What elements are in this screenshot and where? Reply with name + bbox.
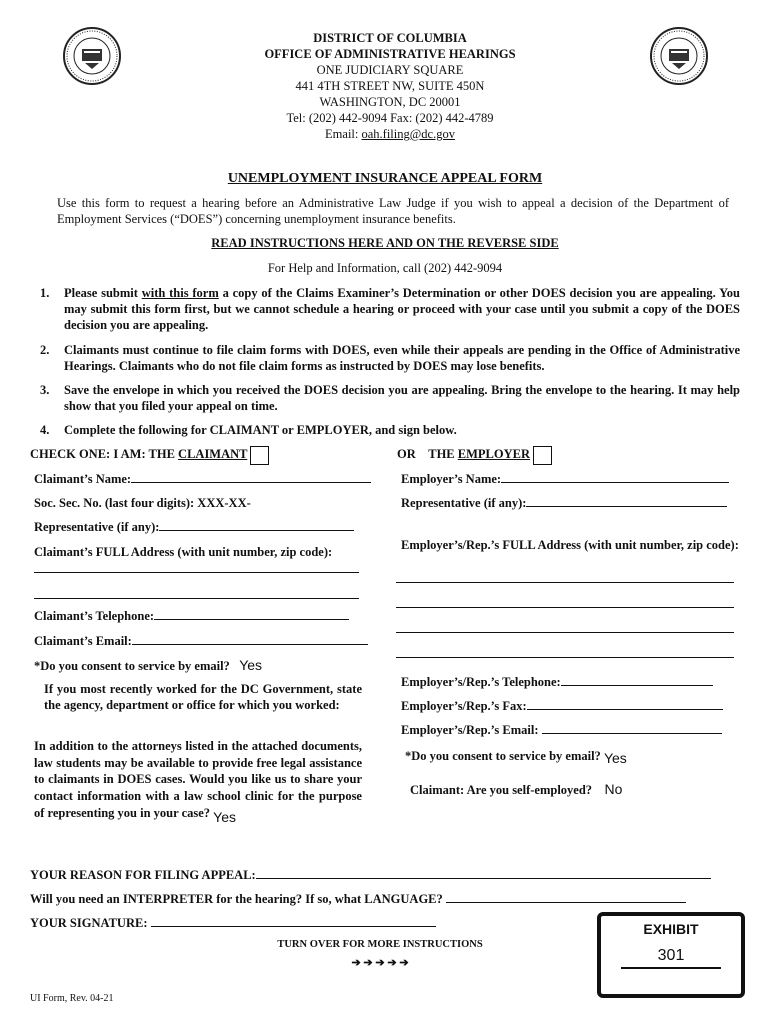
claimant-consent-answer[interactable]: Yes — [239, 657, 263, 673]
read-instructions: READ INSTRUCTIONS HERE AND ON THE REVERSE SIDE — [211, 236, 559, 250]
employer-fax-field[interactable]: Employer’s/Rep.’s Fax: — [401, 699, 723, 714]
dc-government-question: If you most recently worked for the DC Government, state the agency, department or office for which you worked: — [44, 682, 362, 712]
seal-icon — [65, 29, 119, 83]
employer-email-field[interactable]: Employer’s/Rep.’s Email: — [401, 723, 722, 738]
exhibit-number: 301 — [657, 947, 685, 964]
employer-address-line-3[interactable] — [396, 622, 734, 633]
employer-consent-answer[interactable]: Yes — [603, 750, 627, 766]
header-line4: 441 4TH STREET NW, SUITE 450N — [295, 79, 485, 93]
exhibit-stamp — [597, 912, 745, 998]
claimant-address-label: Claimant’s FULL Address (with unit number, zip code): — [34, 545, 333, 559]
employer-checkbox[interactable] — [533, 446, 552, 465]
form-footer: UI Form, Rev. 04-21 — [30, 993, 114, 1004]
header-line3: ONE JUDICIARY SQUARE — [316, 63, 464, 77]
claimant-consent: *Do you consent to service by email? Yes — [34, 657, 263, 673]
header-line1: DISTRICT OF COLUMBIA — [313, 31, 467, 45]
exhibit-label: EXHIBIT — [643, 921, 699, 937]
employer-telephone-field[interactable]: Employer’s/Rep.’s Telephone: — [401, 675, 713, 690]
employer-address-line-2[interactable] — [396, 597, 734, 608]
claimant-address-line-1[interactable] — [34, 562, 359, 573]
check-one-employer: OR THE EMPLOYER — [397, 444, 552, 465]
arrows-icon: ➔ ➔ ➔ ➔ ➔ — [351, 957, 409, 969]
header-email-line — [190, 126, 590, 142]
exhibit-underline — [621, 967, 721, 969]
self-employed-question: Claimant: Are you self-employed? No — [410, 781, 623, 797]
employer-name-field[interactable]: Employer’s Name: — [401, 472, 729, 487]
employer-representative-field[interactable]: Representative (if any): — [401, 496, 727, 511]
header-line6: Tel: (202) 442-9094 Fax: (202) 442-4789 — [286, 111, 494, 125]
dc-seal-left — [63, 27, 121, 85]
claimant-name-field[interactable]: Claimant’s Name: — [34, 472, 371, 487]
email-link[interactable]: oah.filing@dc.gov — [361, 127, 455, 141]
employer-address-line-4[interactable] — [396, 647, 734, 658]
help-line: For Help and Information, call (202) 442-9094 — [267, 261, 503, 275]
office-header — [190, 30, 590, 142]
check-one-claimant: CHECK ONE: I AM: THE CLAIMANT — [30, 444, 269, 465]
form-title: UNEMPLOYMENT INSURANCE APPEAL FORM — [227, 171, 543, 186]
employer-consent: *Do you consent to service by email? Yes — [405, 749, 627, 766]
claimant-checkbox[interactable] — [250, 446, 269, 465]
law-student-question: In addition to the attorneys listed in the attached documents, law students may be available to provide free legal assistance to claimants in DOES cases. Would you like us to share your contact information with a law school clinic for the purpose of representing you in your case? Yes — [34, 739, 362, 825]
reason-field[interactable]: YOUR REASON FOR FILING APPEAL: — [30, 868, 711, 883]
signature-field[interactable]: YOUR SIGNATURE: — [30, 916, 436, 931]
email-label: Email: — [325, 127, 359, 141]
claimant-representative-field[interactable]: Representative (if any): — [34, 520, 354, 535]
dc-seal-right — [650, 27, 708, 85]
header-line5: WASHINGTON, DC 20001 — [319, 95, 461, 109]
intro-text: Use this form to request a hearing before an Administrative Law Judge if you wish to appeal a decision of the Department of Employment Services (“DOES”) concerning unemployment insurance benefits. — [57, 196, 729, 226]
law-student-answer[interactable]: Yes — [213, 809, 237, 825]
seal-icon — [652, 29, 706, 83]
claimant-address-line-2[interactable] — [34, 588, 359, 599]
interpreter-field[interactable]: Will you need an INTERPRETER for the hearing? If so, what LANGUAGE? — [30, 892, 686, 907]
claimant-email-field[interactable]: Claimant’s Email: — [34, 634, 368, 649]
header-line2: OFFICE OF ADMINISTRATIVE HEARINGS — [264, 47, 516, 61]
self-employed-answer[interactable]: No — [604, 781, 623, 797]
employer-address-line-1[interactable] — [396, 572, 734, 583]
turn-over-text: TURN OVER FOR MORE INSTRUCTIONS — [277, 939, 483, 950]
claimant-telephone-field[interactable]: Claimant’s Telephone: — [34, 609, 349, 624]
claimant-ssn-field[interactable]: Soc. Sec. No. (last four digits): XXX-XX- — [34, 496, 251, 510]
employer-address-label: Employer’s/Rep.’s FULL Address (with unit number, zip code): — [401, 538, 739, 552]
